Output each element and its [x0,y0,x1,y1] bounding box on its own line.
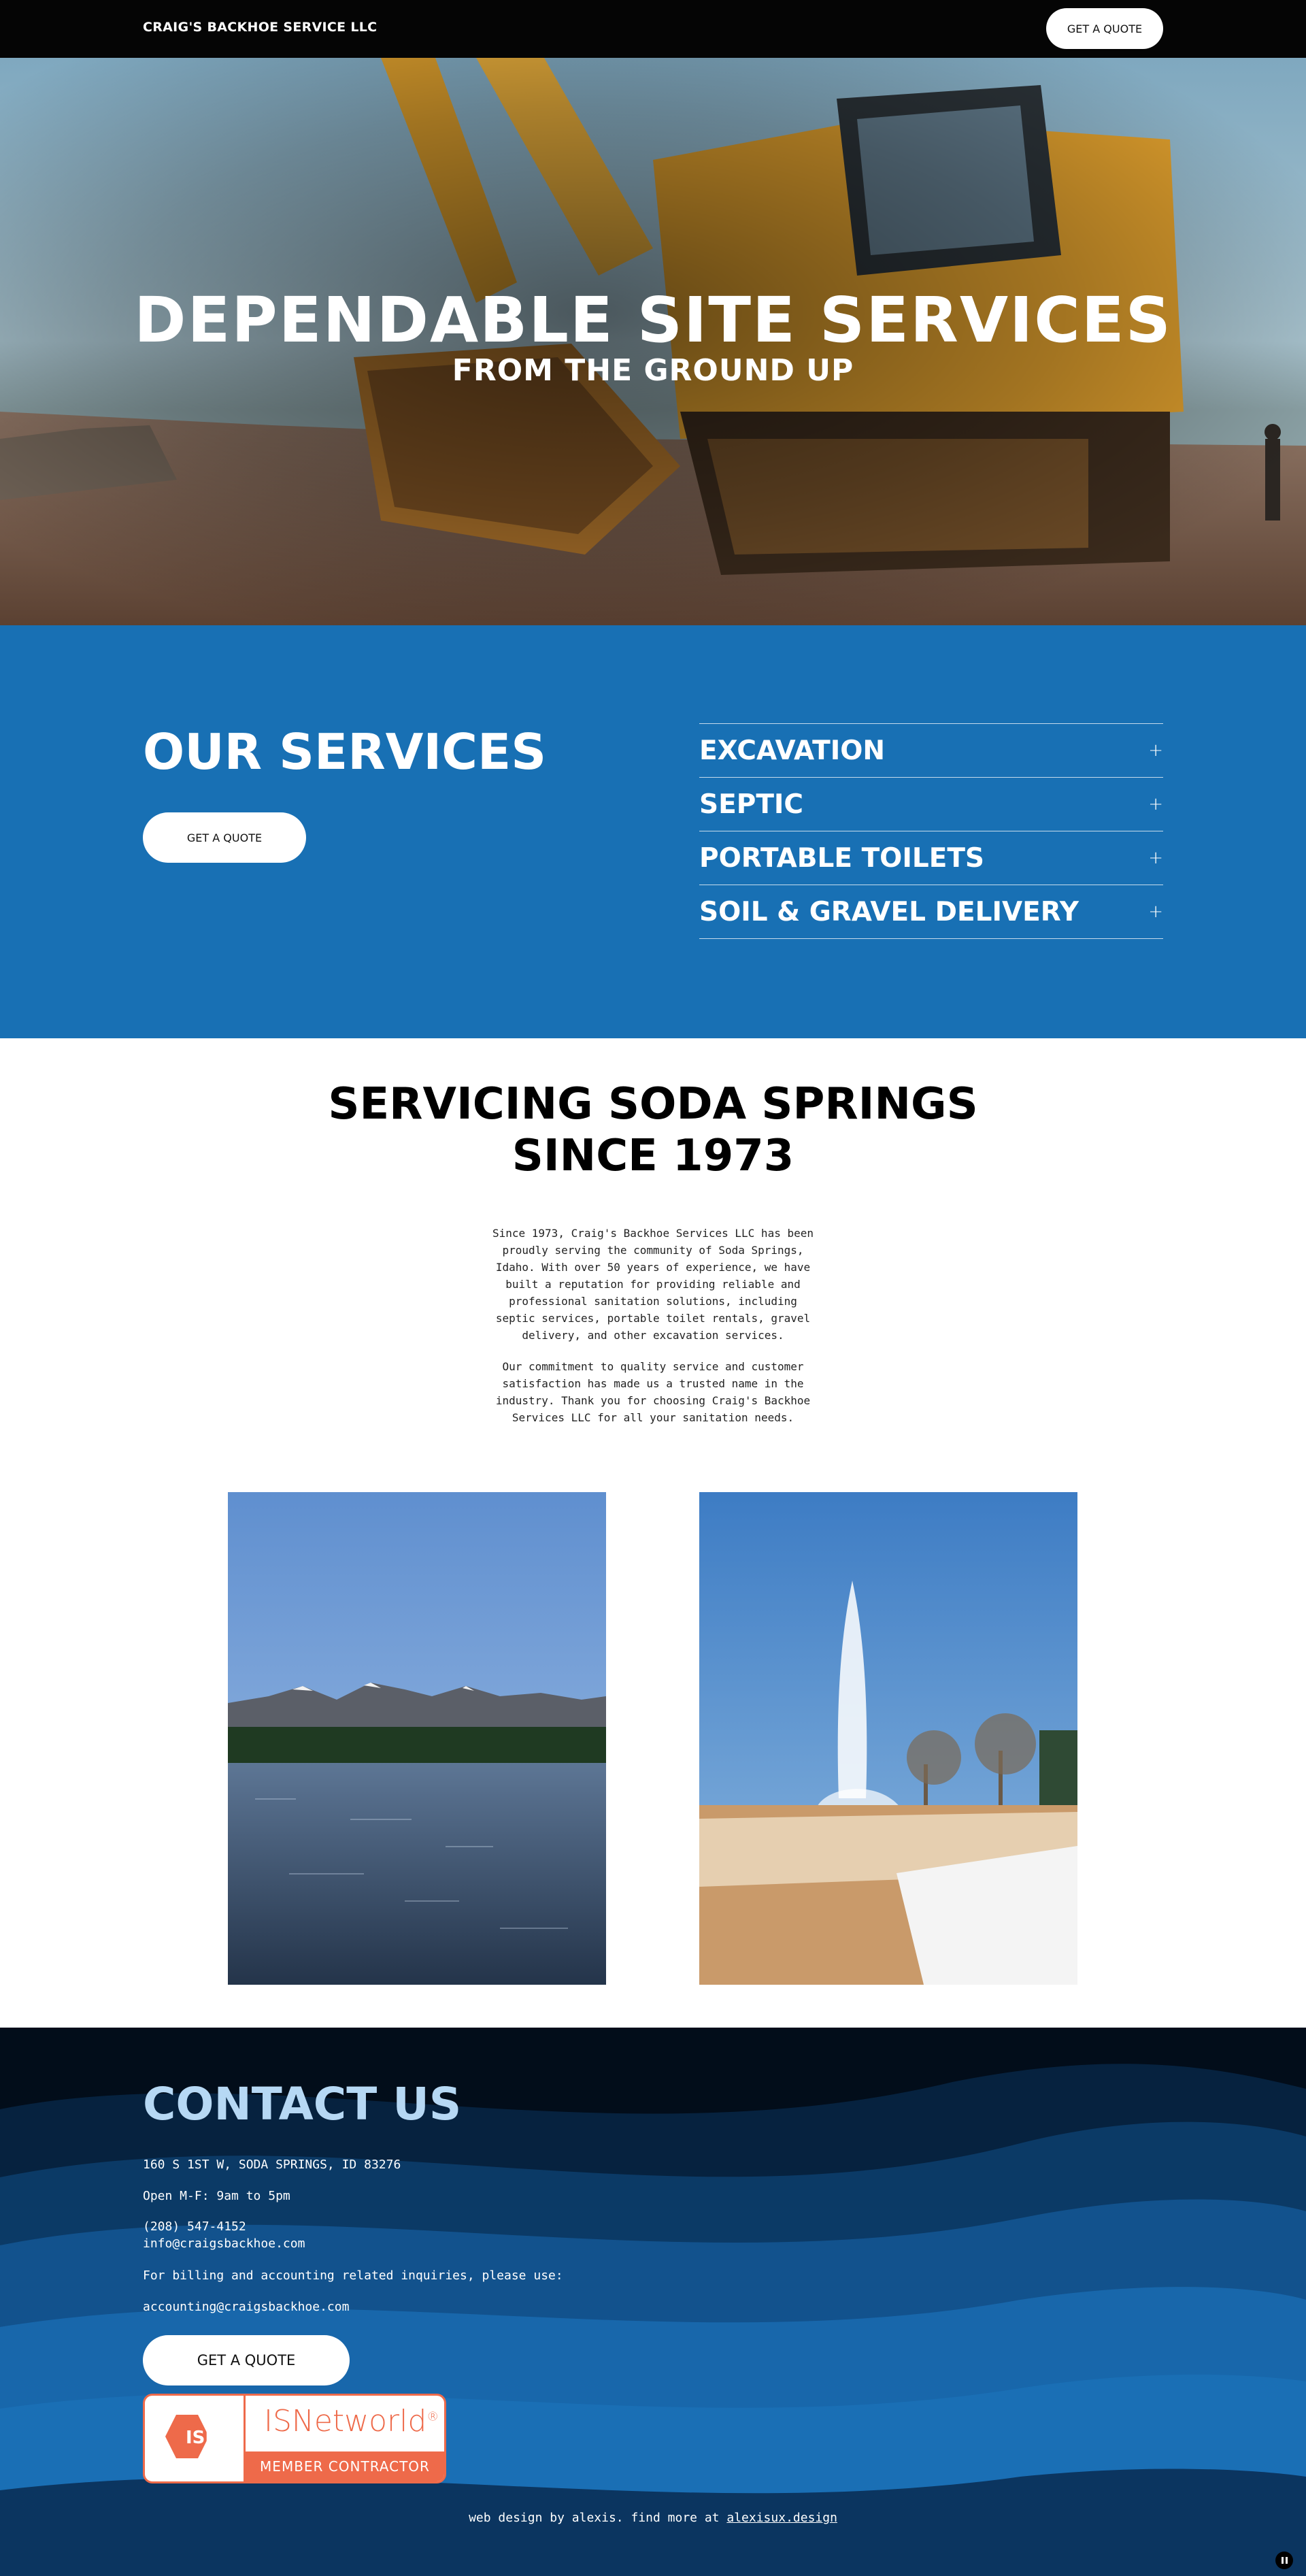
isn-name-text: ISNetworld [264,2404,427,2439]
header-get-quote-button[interactable]: GET A QUOTE [1046,8,1163,49]
accordion-item-label: EXCAVATION [699,735,886,766]
contact-hours: Open M-F: 9am to 5pm [143,2189,290,2203]
isn-name [264,2404,439,2439]
isn-icon-text: ISN [186,2428,220,2448]
brand-logo-text[interactable]: CRAIG'S BACKHOE SERVICE LLC [143,20,378,35]
plus-icon: + [1148,740,1163,761]
about-title-line2: SINCE 1973 [512,1131,794,1181]
services-get-quote-button[interactable]: GET A QUOTE [143,812,306,863]
site-header [0,0,1306,58]
contact-email[interactable]: info@craigsbackhoe.com [143,2236,305,2251]
services-accordion [699,723,1163,939]
hero-title: DEPENDABLE SITE SERVICES [134,284,1172,357]
pause-icon[interactable] [1275,2552,1293,2569]
geyser-photo [699,1492,1077,1985]
about-paragraph-2: Our commitment to quality service and customer satisfaction has made us a trusted name in the industry. Thank you for choosing Craig's Backhoe Services LLC for all your sanitation needs. [495,1360,811,1424]
contact-address: 160 S 1ST W, SODA SPRINGS, ID 83276 [143,2158,401,2172]
services-title: OUR SERVICES [143,723,547,780]
contact-title: CONTACT US [143,2078,462,2130]
billing-note: For billing and accounting related inquiries, please use: [143,2268,563,2283]
plus-icon: + [1148,794,1163,814]
accordion-item-label: SEPTIC [699,789,804,820]
isn-logo-icon [145,2396,246,2481]
isn-member-band: MEMBER CONTRACTOR [246,2451,444,2481]
isn-registered-mark: ® [426,2409,439,2424]
accordion-item-portable-toilets[interactable] [699,831,1163,885]
plus-icon: + [1148,848,1163,868]
accordion-item-septic[interactable] [699,778,1163,831]
billing-email[interactable]: accounting@craigsbackhoe.com [143,2300,350,2314]
plus-icon: + [1148,902,1163,922]
credit-text: web design by alexis. find more at [469,2511,720,2525]
services-section [0,625,1306,1038]
accordion-item-label: SOIL & GRAVEL DELIVERY [699,896,1079,927]
hero-banner [0,58,1306,625]
contact-get-quote-button[interactable]: GET A QUOTE [143,2335,350,2385]
lake-mountain-photo [228,1492,606,1985]
contact-phone[interactable]: (208) 547-4152 [143,2219,246,2234]
accordion-item-soil-gravel[interactable] [699,885,1163,939]
about-title [0,1078,1306,1182]
footer-credit [0,2511,1306,2525]
accordion-item-excavation[interactable] [699,724,1163,778]
isnetworld-badge[interactable] [143,2394,446,2483]
about-title-line1: SERVICING SODA SPRINGS [328,1079,978,1129]
hero-subtitle: FROM THE GROUND UP [452,353,854,388]
contact-section [0,2028,1306,2576]
credit-link[interactable]: alexisux.design [726,2511,837,2525]
about-paragraph-1: Since 1973, Craig's Backhoe Services LLC has been proudly serving the community of Soda Springs, Idaho. With over 50 years of experience, we have built a reputation for providing reliable and professional sanitation solutions, including septic services, portable toilet rentals, gravel delivery, and other excavation services. [492,1227,814,1342]
accordion-item-label: PORTABLE TOILETS [699,842,985,874]
